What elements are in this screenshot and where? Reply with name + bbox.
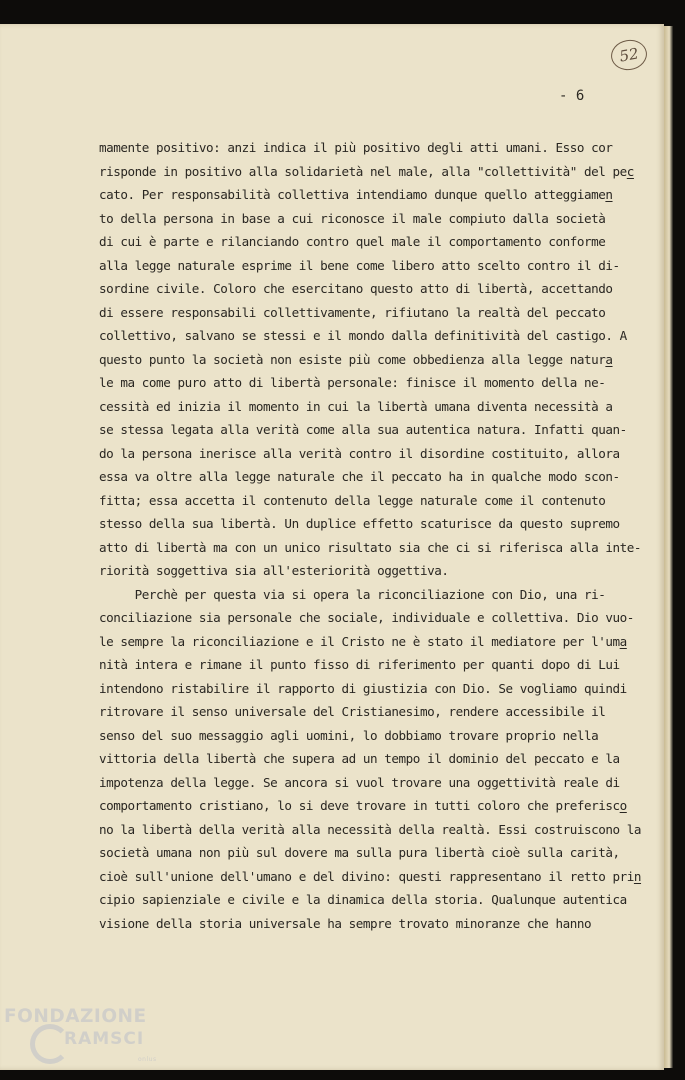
text-segment: alla legge naturale esprime il bene come libero atto scelto contro il di- — [99, 257, 620, 273]
text-line — [99, 606, 659, 630]
text-line — [99, 371, 659, 395]
text-line — [99, 888, 659, 912]
text-segment: società umana non più sul dovere ma sulla pura libertà cioè sulla carità, — [99, 845, 620, 860]
text-segment: ritrovare il senso universale del Cristianesimo, rendere accessibile il — [99, 704, 606, 719]
text-line — [99, 700, 659, 724]
text-segment: le sempre la riconciliazione e il Cristo ne è stato il mediatore per l'um — [99, 633, 620, 649]
text-line — [99, 794, 659, 818]
text-segment: cessità ed inizia il momento in cui la libertà umana diventa necessità a — [99, 398, 613, 414]
text-line — [99, 512, 659, 536]
text-segment: di cui è parte e rilanciando contro quel male il comportamento conforme — [99, 234, 606, 249]
text-segment: cioè sull'unione dell'umano e del divino: questi rappresentano il retto pri — [99, 868, 634, 884]
underlined-segment: o — [619, 798, 627, 813]
text-segment: sordine civile. Coloro che esercitano questo atto di libertà, accettando — [99, 281, 613, 296]
text-line — [99, 559, 659, 583]
archive-stamp-number: 52 — [618, 44, 640, 66]
underlined-segment: n — [633, 868, 642, 884]
page-number: - 6 — [559, 88, 585, 104]
text-line — [99, 254, 659, 278]
text-line — [99, 442, 659, 466]
watermark-logo — [4, 1004, 174, 1080]
text-segment: impotenza della legge. Se ancora si vuol trovare una oggettività reale di — [99, 774, 620, 790]
text-line — [99, 630, 659, 654]
text-line — [99, 865, 659, 889]
text-line — [99, 771, 659, 795]
text-line — [99, 465, 659, 489]
text-segment: do la persona inerisce alla verità contro il disordine costituito, allora — [99, 445, 620, 461]
body-text — [99, 136, 659, 935]
text-line — [99, 395, 659, 419]
watermark-line1: FONDAZIONE — [4, 1006, 147, 1027]
text-segment: conciliazione sia personale che sociale, individuale e collettiva. Dio vuo- — [99, 610, 634, 625]
text-line — [99, 536, 659, 560]
text-segment: cato. Per responsabilità collettiva intendiamo dunque quello atteggiame — [99, 187, 606, 202]
text-line — [99, 301, 659, 325]
text-segment: cipio sapienziale e civile e la dinamica della storia. Qualunque autentica — [99, 892, 627, 907]
text-line — [99, 348, 659, 372]
text-line — [99, 583, 659, 607]
text-line — [99, 841, 659, 865]
text-segment: collettivo, salvano se stessi e il mondo dalla definitività del castigo. A — [99, 328, 627, 343]
text-segment: mamente positivo: anzi indica il più positivo degli atti umani. Esso cor — [99, 140, 613, 155]
underlined-segment: n — [605, 187, 613, 202]
text-line — [99, 818, 659, 842]
text-segment: vittoria della libertà che supera ad un tempo il dominio del peccato e la — [99, 751, 620, 766]
text-segment: visione della storia universale ha sempre trovato minoranze che hanno — [99, 915, 592, 931]
text-line — [99, 136, 659, 160]
text-line — [99, 277, 659, 301]
underlined-segment: c — [626, 163, 634, 179]
text-segment: riorità soggettiva sia all'esteriorità oggettiva. — [99, 563, 449, 578]
text-segment: intendono ristabilire il rapporto di giustizia con Dio. Se vogliamo quindi — [99, 680, 627, 696]
text-line — [99, 324, 659, 348]
watermark-sub: onlus — [138, 1056, 157, 1063]
text-segment: comportamento cristiano, lo si deve trovare in tutti coloro che preferisc — [99, 798, 620, 813]
page-edge — [664, 26, 673, 1068]
text-line — [99, 418, 659, 442]
underlined-segment: a — [605, 351, 613, 367]
text-line — [99, 653, 659, 677]
text-segment: stesso della sua libertà. Un duplice effetto scaturisce da questo supremo — [99, 516, 620, 531]
text-line — [99, 183, 659, 207]
text-line — [99, 677, 659, 701]
text-segment: di essere responsabili collettivamente, rifiutano la realtà del peccato — [99, 304, 606, 320]
text-segment: no la libertà della verità alla necessità della realtà. Essi costruiscono la — [99, 821, 642, 837]
text-segment: fitta; essa accetta il contenuto della legge naturale come il contenuto — [99, 492, 606, 508]
text-line — [99, 207, 659, 231]
text-line — [99, 912, 659, 936]
text-segment: to della persona in base a cui riconosce il male compiuto dalla società — [99, 210, 606, 226]
text-line — [99, 724, 659, 748]
text-segment: atto di libertà ma con un unico risultato sia che ci si riferisca alla inte- — [99, 539, 642, 555]
text-line — [99, 747, 659, 771]
text-segment: le ma come puro atto di libertà personale: finisce il momento della ne- — [99, 375, 606, 390]
watermark-line2: RAMSCI — [64, 1029, 145, 1049]
text-segment: senso del suo messaggio agli uomini, lo dobbiamo trovare proprio nella — [99, 727, 599, 743]
text-segment: essa va oltre alla legge naturale che il peccato ha in qualche modo scon- — [99, 469, 620, 484]
text-segment: Perchè per questa via si opera la riconciliazione con Dio, una ri- — [99, 586, 606, 602]
text-line — [99, 160, 659, 184]
text-line — [99, 489, 659, 513]
text-segment: nità intera e rimane il punto fisso di riferimento per quanti dopo di Lui — [99, 657, 620, 672]
archive-stamp — [609, 37, 650, 73]
text-segment: questo punto la società non esiste più come obbedienza alla legge natur — [99, 351, 606, 367]
underlined-segment: a — [619, 633, 627, 649]
text-segment: risponde in positivo alla solidarietà nel male, alla "collettività" del pe — [99, 163, 627, 179]
text-segment: se stessa legata alla verità come alla sua autentica natura. Infatti quan- — [99, 422, 627, 437]
text-line — [99, 230, 659, 254]
